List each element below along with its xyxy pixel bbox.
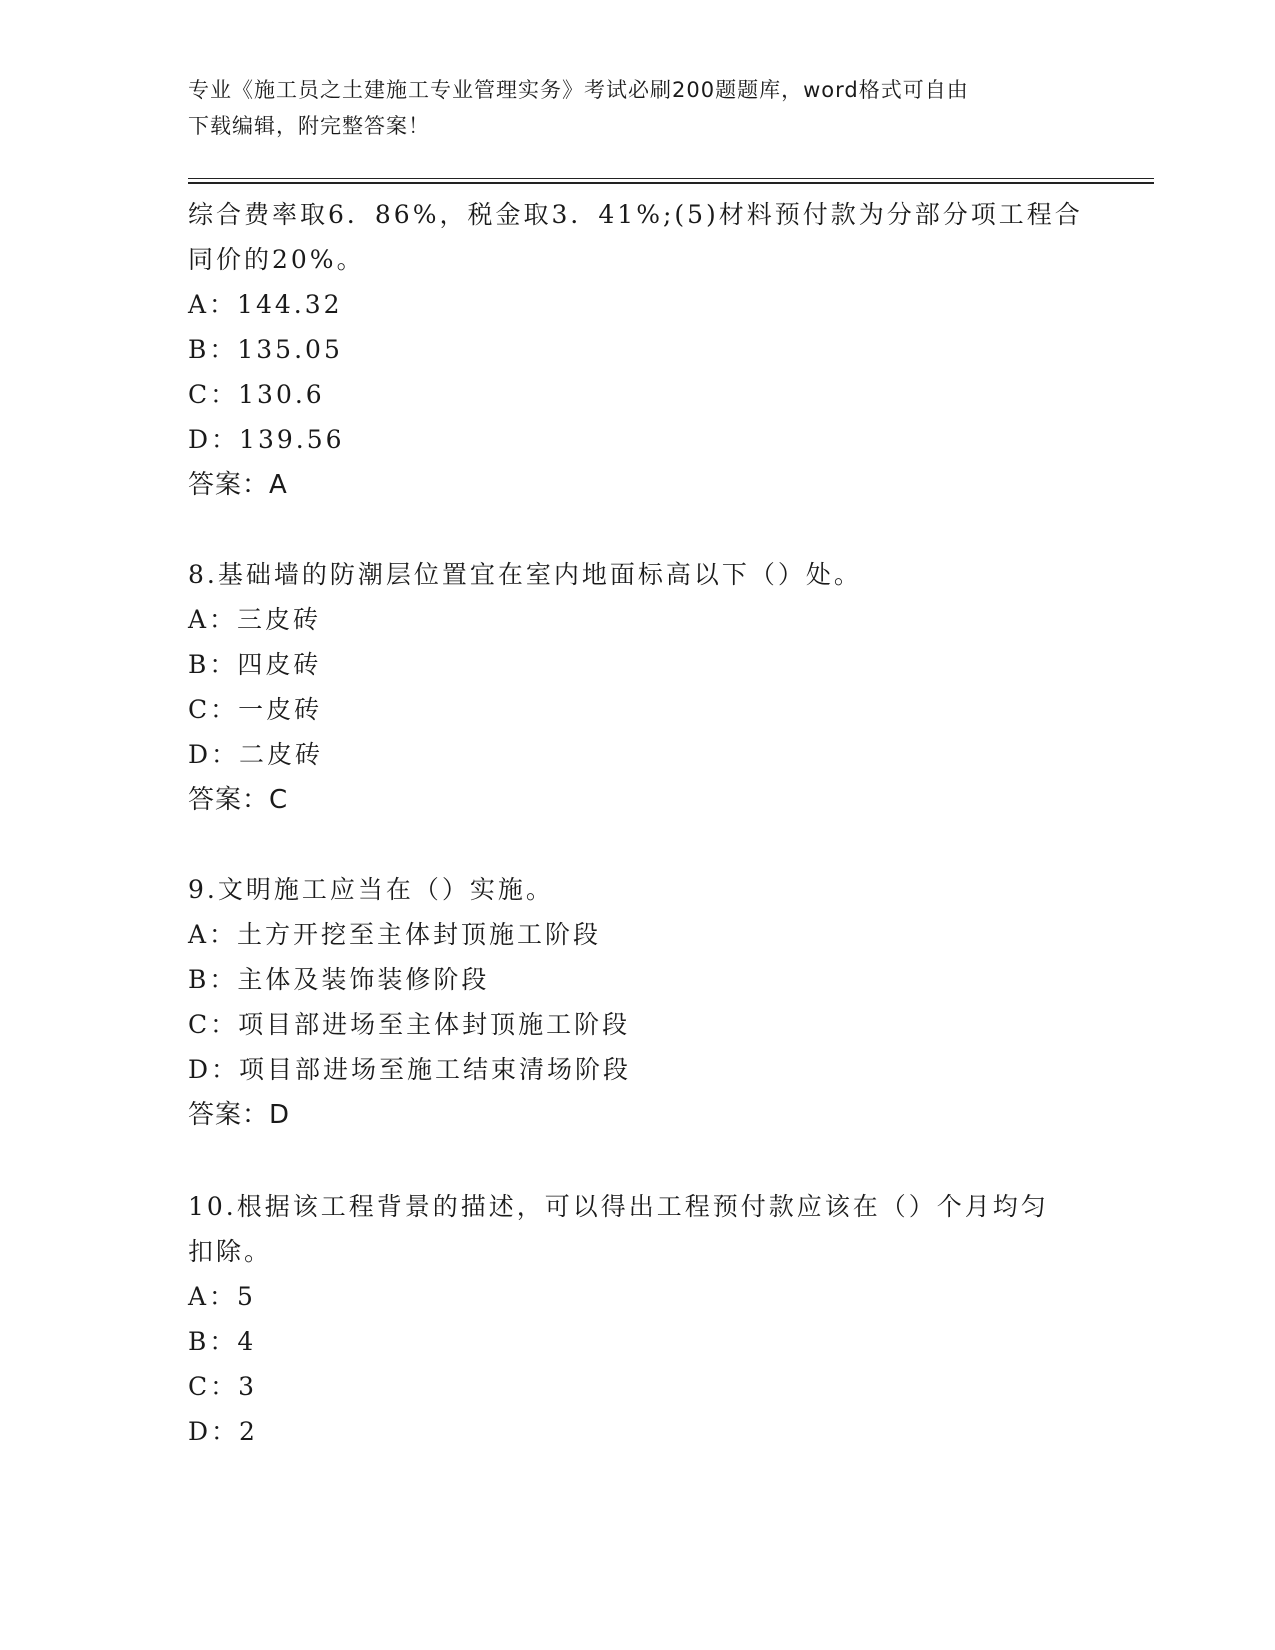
question-7-continued xyxy=(188,192,1088,508)
option-c: C：一皮砖 xyxy=(188,695,323,724)
option-d: D：139.56 xyxy=(188,425,345,454)
option-b: B：135.05 xyxy=(188,335,343,364)
option-a: A：144.32 xyxy=(188,290,343,319)
option-a: A：5 xyxy=(188,1282,256,1311)
option-b: B：4 xyxy=(188,1327,257,1356)
header-divider-thick xyxy=(188,182,1154,184)
option-c: C：3 xyxy=(188,1372,258,1401)
question-stem: 8.基础墙的防潮层位置宜在室内地面标高以下（）处。 xyxy=(188,560,862,589)
option-c: C：130.6 xyxy=(188,380,325,409)
question-9 xyxy=(188,867,1088,1138)
header-divider-thin xyxy=(188,178,1154,179)
option-d: D：2 xyxy=(188,1417,258,1446)
option-a: A：三皮砖 xyxy=(188,605,322,634)
header-line-2: 下载编辑，附完整答案！ xyxy=(188,114,430,138)
option-d: D：二皮砖 xyxy=(188,740,324,769)
answer-line: 答案：A xyxy=(188,470,288,500)
question-10 xyxy=(188,1184,1088,1454)
answer-line: 答案：C xyxy=(188,785,289,815)
question-8 xyxy=(188,552,1088,823)
option-a: A：土方开挖至主体封顶施工阶段 xyxy=(188,920,602,949)
question-stem-line: 扣除。 xyxy=(188,1237,273,1266)
question-stem-line: 同价的20%。 xyxy=(188,245,365,274)
option-b: B：四皮砖 xyxy=(188,650,322,679)
option-b: B：主体及装饰装修阶段 xyxy=(188,965,490,994)
header-line-1: 专业《施工员之土建施工专业管理实务》考试必刷200题题库，word格式可自由 xyxy=(188,78,969,102)
option-d: D：项目部进场至施工结束清场阶段 xyxy=(188,1055,632,1084)
question-list xyxy=(188,192,1088,1454)
question-stem-line: 综合费率取6．86%，税金取3．41%;(5)材料预付款为分部分项工程合 xyxy=(188,200,1083,229)
document-header xyxy=(188,72,1088,144)
option-c: C：项目部进场至主体封顶施工阶段 xyxy=(188,1010,631,1039)
answer-line: 答案：D xyxy=(188,1100,291,1130)
question-stem: 9.文明施工应当在（）实施。 xyxy=(188,875,554,904)
question-stem-line: 10.根据该工程背景的描述，可以得出工程预付款应该在（）个月均匀 xyxy=(188,1192,1049,1221)
